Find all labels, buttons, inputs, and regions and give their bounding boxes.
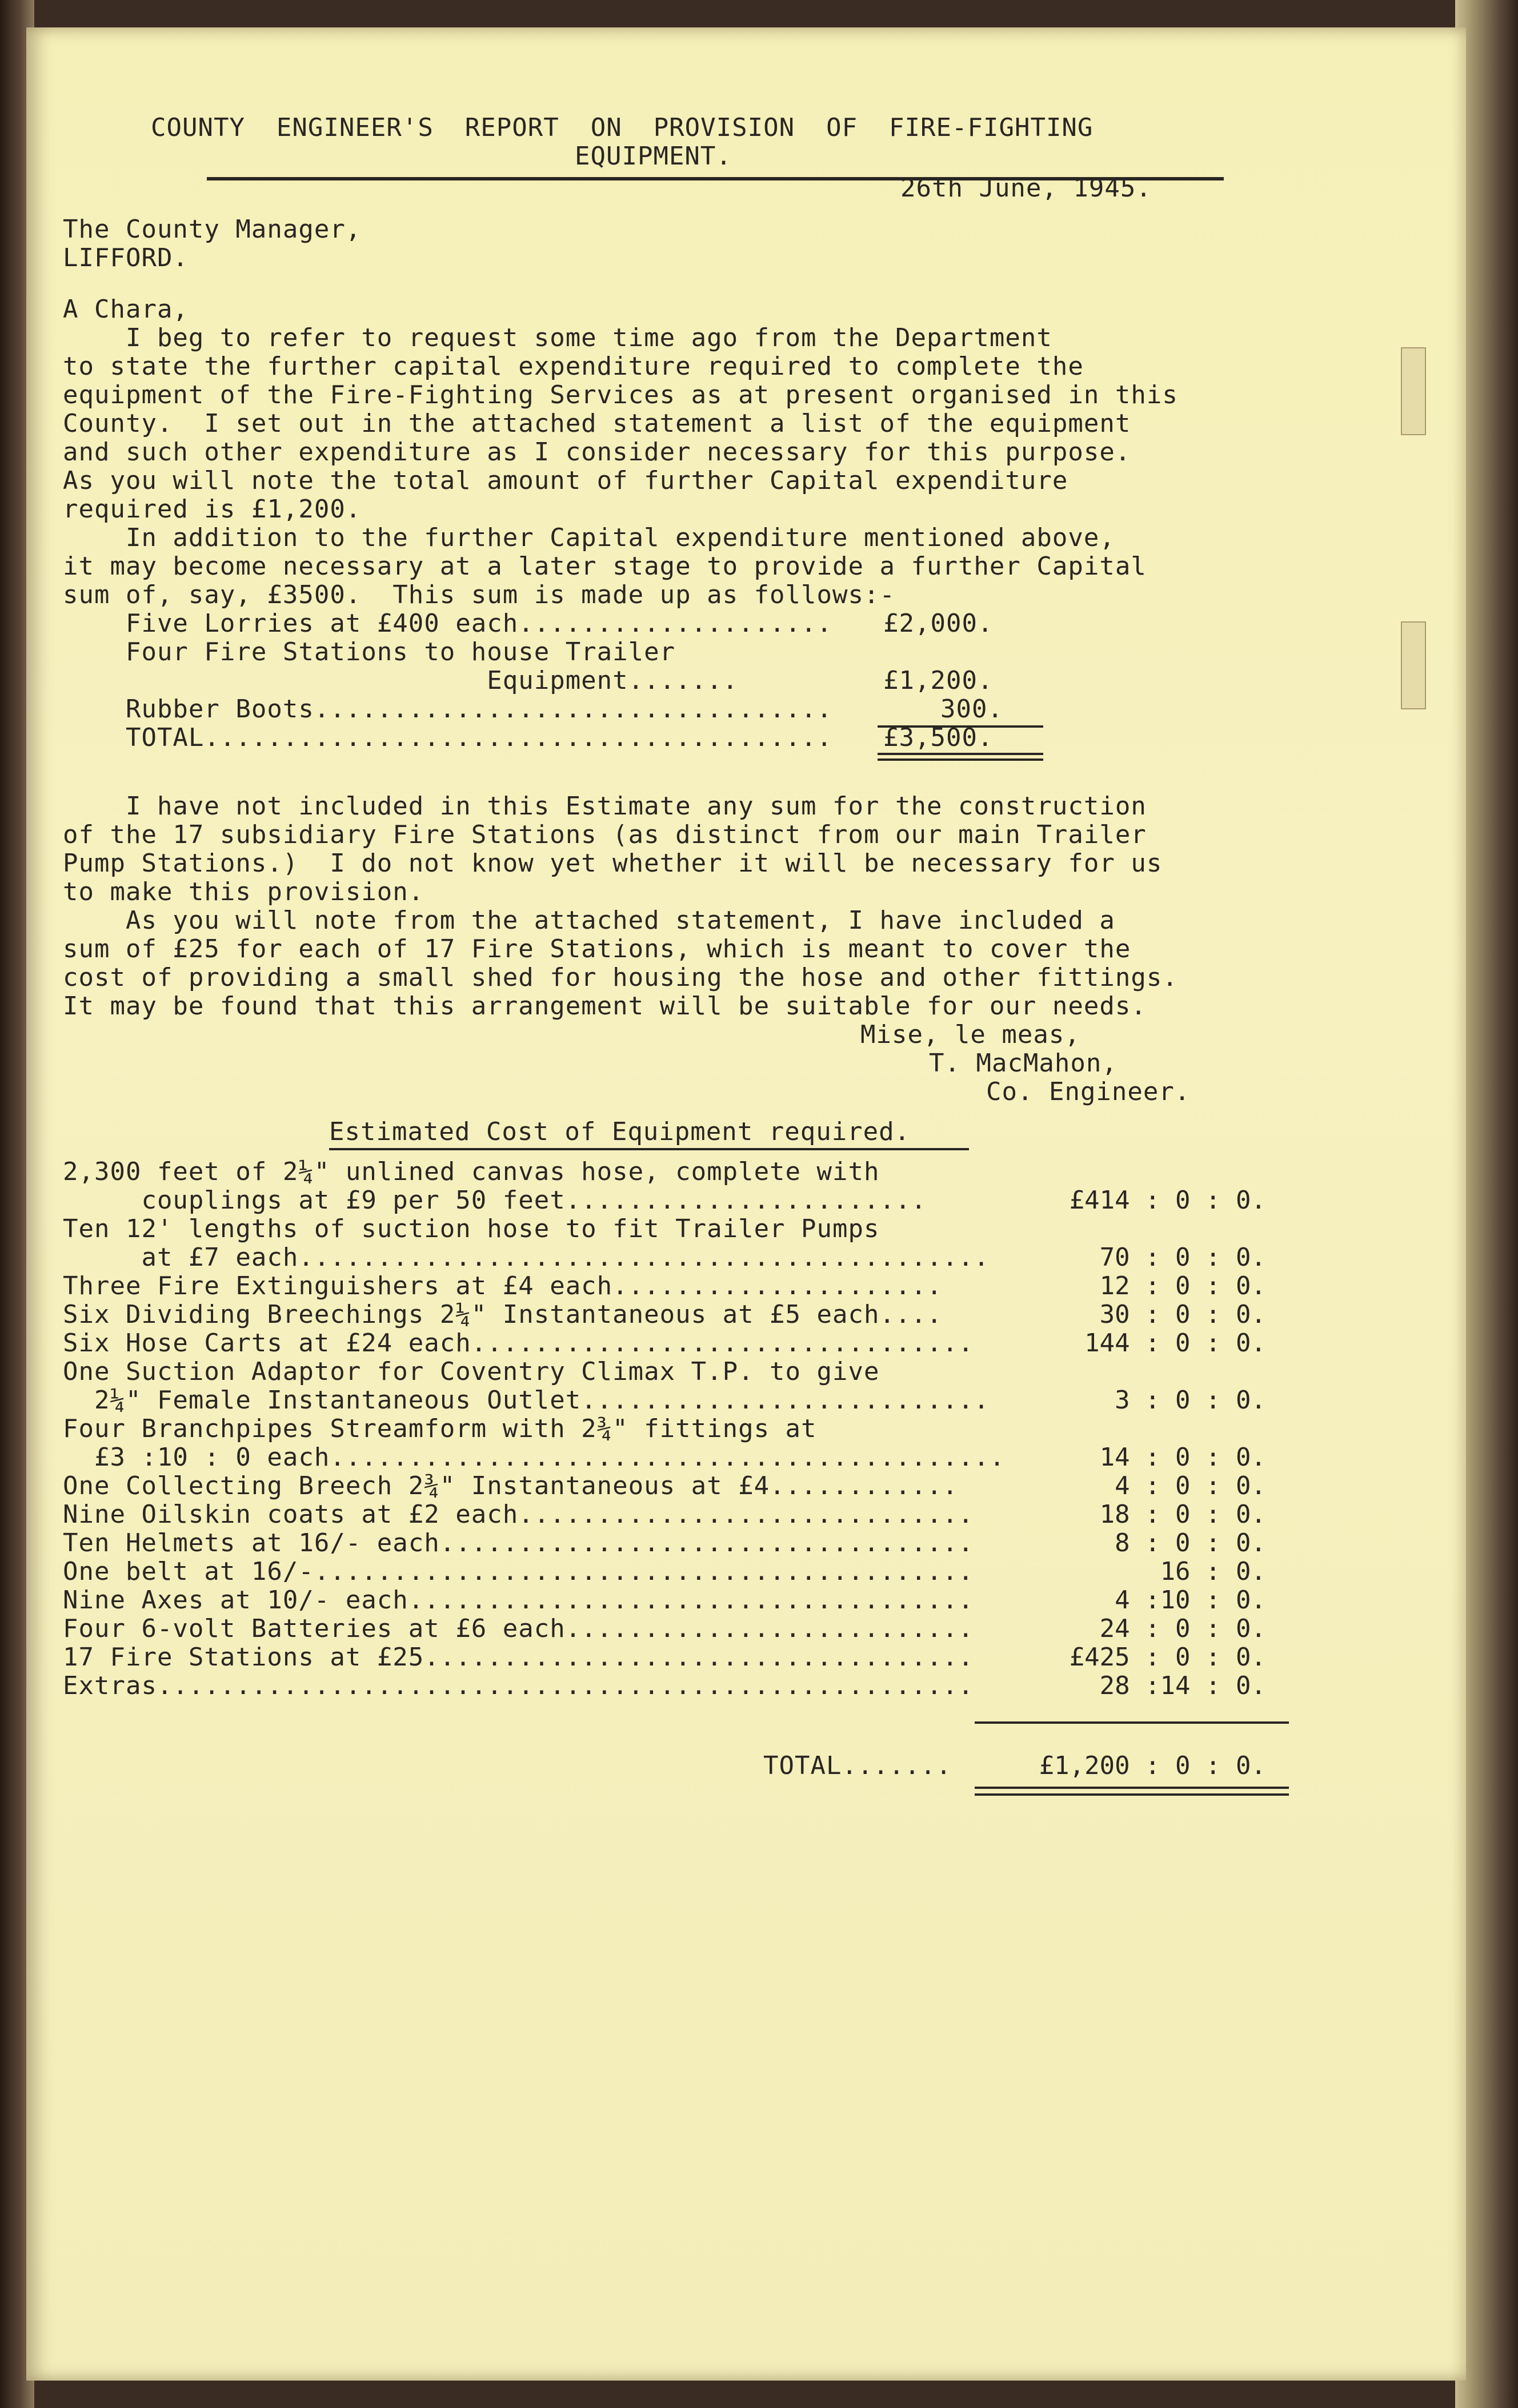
cost-amount: 144 : 0 : 0. [1084, 1329, 1266, 1358]
text-line: it may become necessary at a later stage to provide a further Capital [63, 552, 1147, 581]
summary-item: Five Lorries at £400 each.................... [63, 609, 833, 638]
text-line: required is £1,200. [63, 495, 362, 524]
text-line: I beg to refer to request some time ago from the Department [63, 323, 1052, 352]
text-line: sum of £25 for each of 17 Fire Stations, which is meant to cover the [63, 934, 1131, 964]
cost-amount: 12 : 0 : 0. [1099, 1271, 1266, 1301]
cost-item: Six Hose Carts at £24 each................................ [63, 1329, 974, 1358]
cost-item: 17 Fire Stations at £25................................... [63, 1643, 974, 1672]
cost-item: Four 6-volt Batteries at £6 each.......................... [63, 1614, 974, 1643]
text-line: Pump Stations.) I do not know yet whether it will be necessary for us [63, 849, 1163, 878]
cost-amount: 28 :14 : 0. [1099, 1671, 1266, 1700]
text-line: As you will note from the attached statement, I have included a [63, 906, 1115, 935]
grand-total-underline [975, 1787, 1289, 1789]
summary-total: £3,500. [883, 723, 994, 752]
summary-item: TOTAL........................................ [63, 723, 833, 752]
cost-amount: 4 : 0 : 0. [1115, 1471, 1266, 1500]
cost-item: Six Dividing Breechings 2¼" Instantaneous at £5 each.... [63, 1300, 943, 1329]
grand-total-value: £1,200 : 0 : 0. [1039, 1751, 1266, 1780]
salutation: A Chara, [63, 295, 189, 324]
cost-item: couplings at £9 per 50 feet....................... [63, 1186, 927, 1215]
cost-item: 2,300 feet of 2¼" unlined canvas hose, complete with [63, 1157, 880, 1186]
grand-total-underline [975, 1793, 1289, 1796]
page-tab [1401, 621, 1426, 709]
grand-total-label: TOTAL....... [763, 1751, 952, 1780]
addressee-line: The County Manager, [63, 215, 362, 244]
text-line: I have not included in this Estimate any sum for the construction [63, 792, 1147, 821]
text-line: equipment of the Fire-Fighting Services as at present organised in this [63, 380, 1178, 410]
total-underline [878, 753, 1043, 755]
cost-item: at £7 each............................................ [63, 1243, 990, 1272]
cost-amount: 8 : 0 : 0. [1115, 1528, 1266, 1558]
text-line: to state the further capital expenditure required to complete the [63, 352, 1084, 381]
text-line: It may be found that this arrangement will be suitable for our needs. [63, 992, 1147, 1021]
text-line: and such other expenditure as I consider necessary for this purpose. [63, 438, 1131, 467]
cost-amount: 14 : 0 : 0. [1099, 1443, 1266, 1472]
summary-amount: 300. [940, 695, 1003, 724]
cost-item: Ten Helmets at 16/- each.................................. [63, 1528, 974, 1558]
report-title: COUNTY ENGINEER'S REPORT ON PROVISION OF FIRE-FIGHTING [151, 113, 1094, 142]
cost-item: Three Fire Extinguishers at £4 each..................... [63, 1271, 943, 1301]
text-line: to make this provision. [63, 877, 424, 906]
cost-item: Nine Oilskin coats at £2 each............................. [63, 1500, 974, 1529]
text-line: As you will note the total amount of further Capital expenditure [63, 466, 1068, 495]
cost-amount: 4 :10 : 0. [1115, 1586, 1266, 1615]
signatory-title: Co. Engineer. [986, 1077, 1191, 1106]
addressee-line: LIFFORD. [63, 243, 189, 272]
closing-line: Mise, le meas, [860, 1020, 1080, 1049]
report-date: 26th June, 1945. [900, 174, 1152, 203]
cost-amount: £414 : 0 : 0. [1069, 1186, 1266, 1215]
cost-amount: 24 : 0 : 0. [1099, 1614, 1266, 1643]
summary-amount: £2,000. [883, 609, 994, 638]
table-title-underline [329, 1148, 969, 1150]
cost-item: £3 :10 : 0 each........................................... [63, 1443, 1006, 1472]
cost-item: One Suction Adaptor for Coventry Climax T.P. to give [63, 1357, 880, 1386]
cost-item: 2¼" Female Instantaneous Outlet.......................... [63, 1386, 990, 1415]
summary-amount: £1,200. [883, 666, 994, 695]
document-page [26, 27, 1466, 2381]
total-underline [878, 758, 1043, 761]
cost-amount: 18 : 0 : 0. [1099, 1500, 1266, 1529]
cost-item: Four Branchpipes Streamform with 2¾" fittings at [63, 1414, 817, 1443]
summary-item: Equipment....... [63, 666, 739, 695]
cost-amount: 70 : 0 : 0. [1099, 1243, 1266, 1272]
cost-amount: £425 : 0 : 0. [1069, 1643, 1266, 1672]
cost-item: Nine Axes at 10/- each.................................... [63, 1586, 974, 1615]
sum-rule [975, 1721, 1289, 1724]
text-line: County. I set out in the attached statement a list of the equipment [63, 409, 1131, 438]
page-tab [1401, 347, 1426, 435]
text-line: sum of, say, £3500. This sum is made up as follows:- [63, 580, 895, 609]
cost-item: Extras.................................................... [63, 1671, 974, 1700]
report-title-continued: EQUIPMENT. [575, 142, 732, 171]
cost-amount: 30 : 0 : 0. [1099, 1300, 1266, 1329]
cost-amount: 3 : 0 : 0. [1115, 1386, 1266, 1415]
table-title: Estimated Cost of Equipment required. [329, 1117, 911, 1146]
cost-item: One belt at 16/-.......................................... [63, 1557, 974, 1586]
summary-item: Rubber Boots................................. [63, 695, 833, 724]
cost-item: Ten 12' lengths of suction hose to fit Trailer Pumps [63, 1214, 880, 1243]
text-line: In addition to the further Capital expenditure mentioned above, [63, 523, 1115, 552]
signatory-name: T. MacMahon, [929, 1049, 1118, 1078]
text-line: of the 17 subsidiary Fire Stations (as distinct from our main Trailer [63, 820, 1147, 849]
cost-item: One Collecting Breech 2¾" Instantaneous at £4............ [63, 1471, 958, 1500]
cost-amount: 16 : 0. [1160, 1557, 1266, 1586]
text-line: cost of providing a small shed for housing the hose and other fittings. [63, 963, 1178, 992]
summary-item: Four Fire Stations to house Trailer [63, 637, 676, 667]
